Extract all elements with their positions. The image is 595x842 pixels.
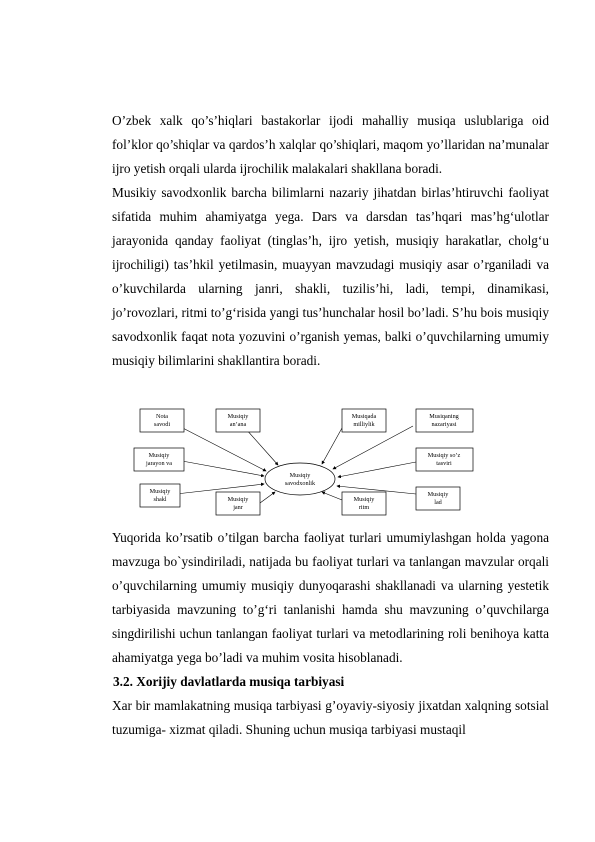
- box-tasvir-line1: Musiqiy so’z: [427, 452, 461, 459]
- box-lad-line2: lad: [434, 499, 442, 506]
- box-jarayon-line1: Musiqiy: [148, 452, 170, 459]
- box-janr-line2: janr: [233, 504, 243, 511]
- box-lad-line1: Musiqiy: [427, 491, 449, 498]
- section-heading: 3.2. Xorijiy davlatlarda musiqa tarbiyasi: [113, 674, 345, 689]
- box-nota-line2: savodi: [153, 421, 171, 428]
- box-shakl-line2: shakl: [153, 496, 167, 503]
- box-ritm-line2: ritm: [358, 504, 370, 511]
- paragraph-3: Yuqorida ko’rsatib o’tilgan barcha faoliyat turlari umumiylashgan holda yagona mavzuga bo`ysindiriladi, natijada bu faoliyat turlari va tanlangan mavzular orqali o’quvchilarning umumiy musiqiy dunyoqarashi shakllanadi va ularning yestetik tarbiyasida mavzuning to’g‘ri tanlanishi hamda shu mavzuning o’quvchilarga singdirilishi uchun tanlangan faoliyat turlari va metodlarining roli benihoya katta ahamiyatga yega bo’ladi va muhim vosita hisoblanadi.: [112, 530, 549, 665]
- box-ritm-line1: Musiqiy: [353, 496, 375, 503]
- box-nota-line1: Nota: [155, 413, 169, 420]
- box-janr-line1: Musiqiy: [227, 496, 249, 503]
- box-nazariya-line1: Musiqaning: [429, 413, 459, 420]
- paragraph-1: O’zbek xalk qo’s’hiqlari bastakorlar ijodi mahalliy musiqa uslublariga oid fol’klor qo’shiqlar va qardos’h xalqlar qo’shiqlari, maqom yo’llaridan na’munalar ijro yetish orqali ularda ijrochilik malakalari shakllana boradi.: [112, 113, 549, 176]
- box-milliylik-line2: milliylik: [353, 421, 375, 428]
- center-label-1: Musiqiy: [289, 472, 311, 479]
- paragraph-2: Musikiy savodxonlik barcha bilimlarni nazariy jihatdan birlas’htiruvchi faoliyat sifatida muhim ahamiyatga yega. Dars va darsdan tas’hqari mas’hg‘ulotlar jarayonida qanday faoliyat (tinglas’h, ijro yetish, musiqiy harakatlar, cholg‘u ijrochiligi) tas’hkil yetilmasin, muayyan mavzudagi musiqiy asar o’rganiladi va o’kuvchilarda ularning janri, shakli, tuzilis’hi, ladi, tempi, dinamikasi, jo’rovozlari, ritmi to’g‘risida yangi tus’hunchalar hosil bo’ladi. S’hu bois musiqiy savodxonlik faqat nota yozuvini o’rganish yemas, balki o’quvchilarning umumiy musiqiy bilimlarini shakllantira boradi.: [112, 185, 549, 368]
- box-shakl-line1: Musiqiy: [149, 488, 171, 495]
- box-anana-line1: Musiqiy: [227, 413, 249, 420]
- box-anana-line2: an’ana: [229, 421, 247, 428]
- box-tasvir-line2: tasviri: [436, 460, 452, 467]
- box-jarayon-line2: jarayon va: [146, 460, 172, 467]
- savodxonlik-diagram: [130, 404, 480, 519]
- center-label-2: savodxonlik: [284, 480, 316, 487]
- center-ellipse: [265, 463, 335, 495]
- paragraph-4: Xar bir mamlakatning musiqa tarbiyasi g’oyaviy-siyosiy jixatdan xalqning sotsial tuzumiga- xizmat qiladi. Shuning uchun musiqa tarbiyasi mustaqil: [112, 698, 549, 737]
- box-nazariya-line2: nazariyasi: [431, 421, 457, 428]
- box-milliylik-line1: Musiqada: [351, 413, 377, 420]
